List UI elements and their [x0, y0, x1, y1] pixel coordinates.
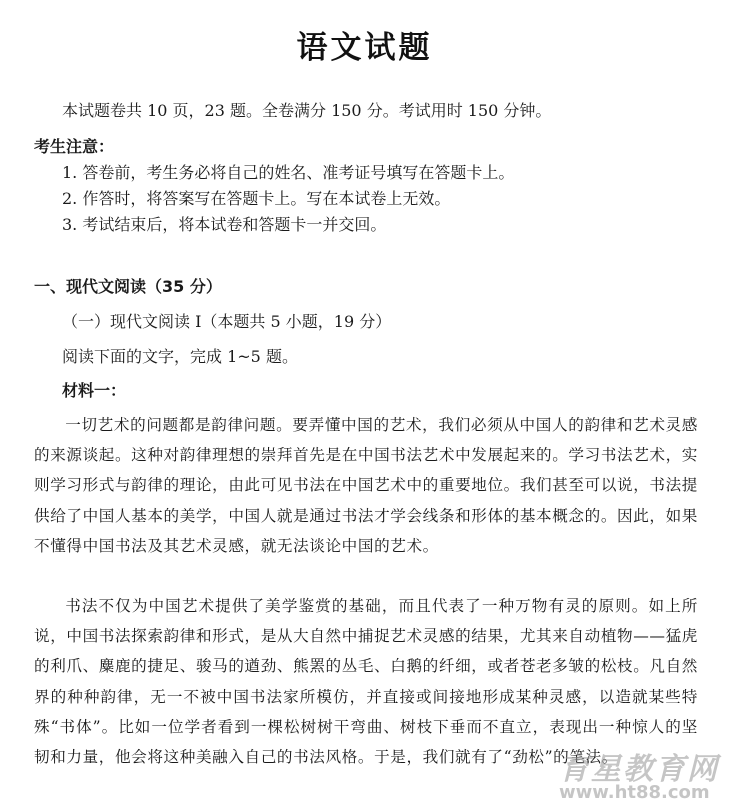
exam-title: 语文试题 — [296, 30, 433, 66]
notice-item: 1. 答卷前，考生务必将自己的姓名、准考证号填写在答题卡上。 — [62, 163, 515, 182]
section-heading: 一、现代文阅读（35 分） — [34, 277, 222, 296]
reading-instruction: 阅读下面的文字，完成 1~5 题。 — [62, 347, 298, 366]
notice-heading: 考生注意： — [34, 137, 115, 156]
section-subheading: （一）现代文阅读 I（本题共 5 小题，19 分） — [62, 312, 392, 331]
notice-item: 3. 考试结束后，将本试卷和答题卡一并交回。 — [62, 215, 387, 234]
watermark-text: 育星教育网 — [559, 752, 719, 787]
site-watermark — [559, 744, 719, 803]
material-paragraph: 书法不仅为中国艺术提供了美学鉴赏的基础，而且代表了一种万物有灵的原则。如上所说，中国书法探索韵律和形式，是从大自然中捕捉艺术灵感的结果，尤其来自动植物——猛虎的利爪、麋鹿的捷足、骏马的遒劲、熊罴的丛毛、白鹅的纤细，或者苍老多皱的松枝。凡自然界的种种韵律，无一不被中国书法家所模仿，并直接或间接地形成某种灵感，以造就某些特殊“书体”。比如一位学者看到一棵松树树干弯曲、树枝下垂而不直立，表现出一种惊人的坚韧和力量，他会将这种美融入自己的书法风格。于是，我们就有了“劲松”的笔法。 — [34, 597, 698, 767]
watermark-url: www.ht88.com — [559, 782, 710, 803]
material-label: 材料一： — [62, 381, 127, 400]
material-paragraph: 一切艺术的问题都是韵律问题。要弄懂中国的艺术，我们必须从中国人的韵律和艺术灵感的来源谈起。这种对韵律理想的崇拜首先是在中国书法艺术中发展起来的。学习书法艺术，实则学习形式与韵律的理论，由此可见书法在中国艺术中的重要地位。我们甚至可以说，书法提供给了中国人基本的美学，中国人就是通过书法才学会线条和形体的基本概念的。因此，如果不懂得中国书法及其艺术灵感，就无法谈论中国的艺术。 — [34, 416, 698, 555]
notice-item: 2. 作答时，将答案写在答题卡上。写在本试卷上无效。 — [62, 189, 451, 208]
exam-intro: 本试题卷共 10 页，23 题。全卷满分 150 分。考试用时 150 分钟。 — [62, 101, 552, 120]
